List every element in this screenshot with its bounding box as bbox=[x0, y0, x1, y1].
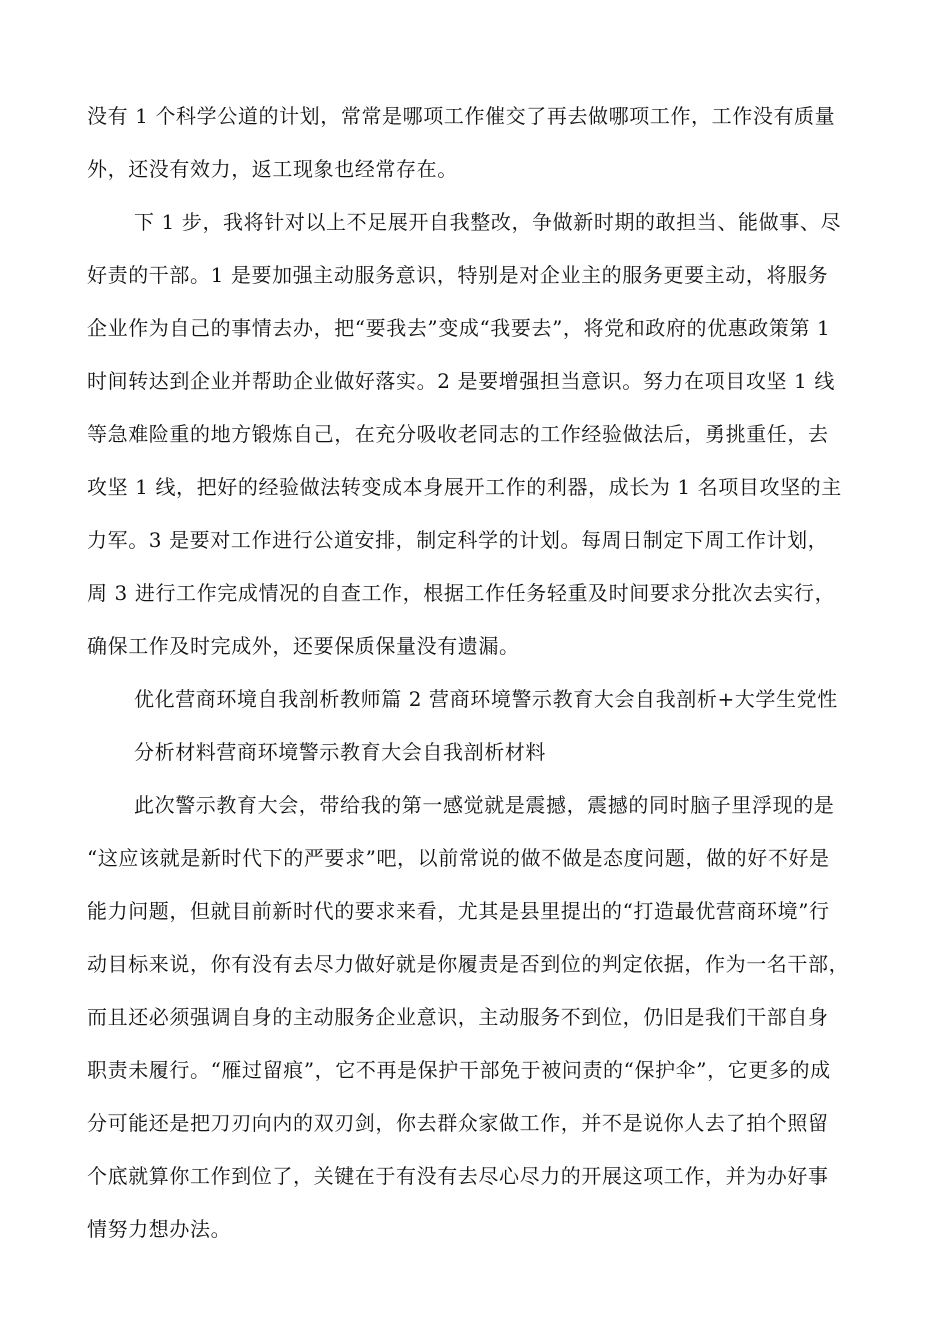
text-line: 动目标来说，你有没有去尽力做好就是你履责是否到位的判定依据，作为一名干部， bbox=[87, 952, 850, 976]
text-line: 力军。3 是要对工作进行公道安排，制定科学的计划。每周日制定下周工作计划， bbox=[87, 528, 829, 552]
section-heading-line: 优化营商环境自我剖析教师篇 2 营商环境警示教育大会自我剖析+大学生党性 bbox=[134, 687, 838, 711]
section-heading-line: 分析材料营商环境警示教育大会自我剖析材料 bbox=[134, 740, 546, 764]
paragraph-start-line: 下 1 步，我将针对以上不足展开自我整改，争做新时期的敢担当、能做事、尽 bbox=[134, 210, 842, 234]
paragraph-start-line: 此次警示教育大会，带给我的第一感觉就是震撼，震撼的同时脑子里浮现的是 bbox=[134, 793, 835, 817]
text-line: 时间转达到企业并帮助企业做好落实。2 是要增强担当意识。努力在项目攻坚 1 线 bbox=[87, 369, 835, 393]
text-line: 能力问题，但就目前新时代的要求来看，尤其是县里提出的“打造最优营商环境”行 bbox=[87, 899, 830, 923]
text-line: “这应该就是新时代下的严要求”吧，以前常说的做不做是态度问题，做的好不好是 bbox=[87, 846, 830, 870]
text-line: 个底就算你工作到位了，关键在于有没有去尽心尽力的开展这项工作，并为办好事 bbox=[87, 1164, 829, 1188]
text-line: 没有 1 个科学公道的计划，常常是哪项工作催交了再去做哪项工作，工作没有质量 bbox=[87, 104, 836, 128]
text-line: 情努力想办法。 bbox=[87, 1217, 232, 1241]
text-line: 确保工作及时完成外，还要保质保量没有遗漏。 bbox=[87, 634, 520, 658]
text-line: 攻坚 1 线，把好的经验做法转变成本身展开工作的利器，成长为 1 名项目攻坚的主 bbox=[87, 475, 842, 499]
text-line: 分可能还是把刀刃向内的双刃剑，你去群众家做工作，并不是说你人去了拍个照留 bbox=[87, 1111, 829, 1135]
text-line: 好责的干部。1 是要加强主动服务意识，特别是对企业主的服务更要主动，将服务 bbox=[87, 263, 829, 287]
text-line: 职责未履行。“雁过留痕”，它不再是保护干部免于被问责的“保护伞”，它更多的成 bbox=[87, 1058, 831, 1082]
text-line: 等急难险重的地方锻炼自己，在充分吸收老同志的工作经验做法后，勇挑重任，去 bbox=[87, 422, 829, 446]
text-line: 企业作为自己的事情去办，把“要我去”变成“我要去”，将党和政府的优惠政策第 1 bbox=[87, 316, 831, 340]
text-line: 外，还没有效力，返工现象也经常存在。 bbox=[87, 157, 458, 181]
text-line: 而且还必须强调自身的主动服务企业意识，主动服务不到位，仍旧是我们干部自身 bbox=[87, 1005, 829, 1029]
text-line: 周 3 进行工作完成情况的自查工作，根据工作任务轻重及时间要求分批次去实行， bbox=[87, 581, 836, 605]
